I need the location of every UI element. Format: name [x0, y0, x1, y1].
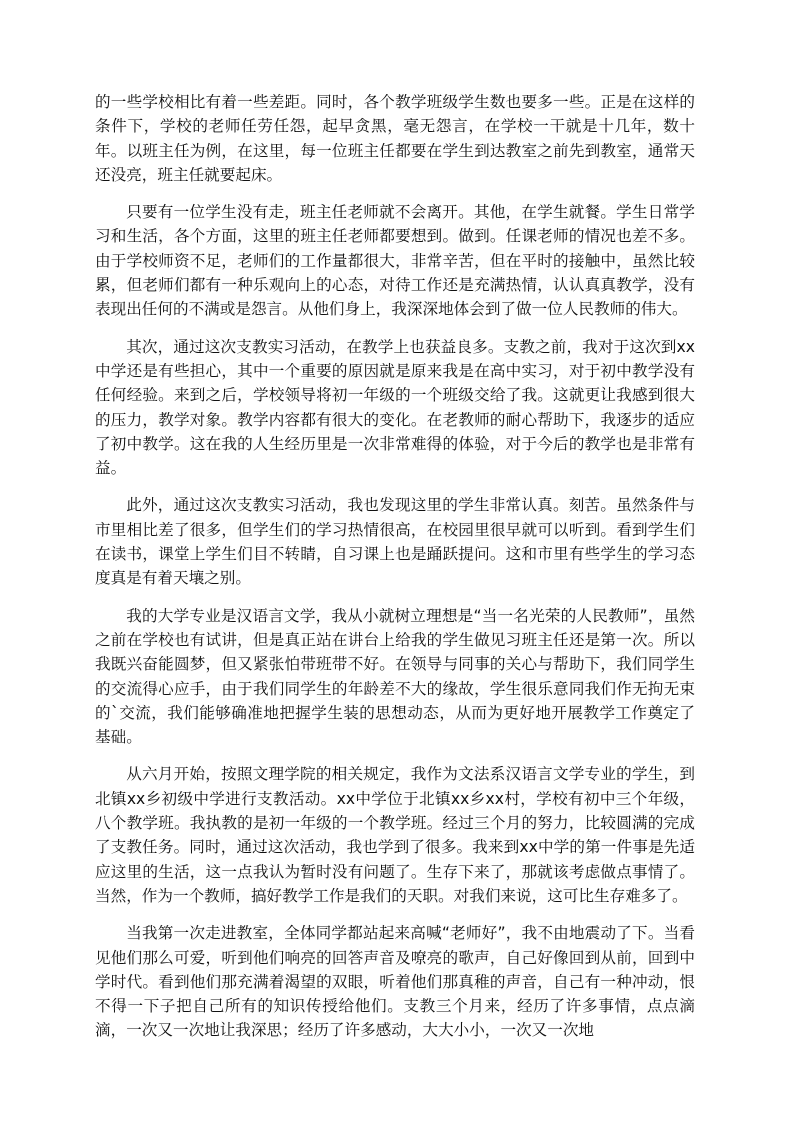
- paragraph-5: 我的大学专业是汉语言文学，我从小就树立理想是“当一名光荣的人民教师”，虽然之前在学校也有试讲，但是真正站在讲台上给我的学生做见习班主任还是第一次。所以我既兴奋能圆梦，但又紧张怕带班带不好。在领导与同事的关心与帮助下，我们同学生的交流得心应手，由于我们同学生的年龄差不大的缘故，学生很乐意同我们作无拘无束的`交流，我们能够确准地把握学生装的思想动态，从而为更好地开展教学工作奠定了基础。: [95, 606, 695, 747]
- paragraph-4: 此外，通过这次支教实习活动，我也发现这里的学生非常认真。刻苦。虽然条件与市里相比差了很多，但学生们的学习热情很高，在校园里很早就可以听到。看到学生们在读书，课堂上学生们目不转睛，自习课上也是踊跃提问。这和市里有些学生的学习态度真是有着天壤之别。: [95, 496, 695, 588]
- document-body: [95, 90, 695, 1056]
- paragraph-6: 从六月开始，按照文理学院的相关规定，我作为文法系汉语言文学专业的学生，到北镇xx乡初级中学进行支教活动。xx中学位于北镇xx乡xx村，学校有初中三个年级，八个教学班。我执教的是初一年级的一个教学班。经过三个月的努力，比较圆满的完成了支教任务。同时，通过这次活动，我也学到了很多。我来到xx中学的第一件事是先适应这里的生活，这一点我认为暂时没有问题了。生存下来了，那就该考虑做点事情了。当然，作为一个教师，搞好教学工作是我们的天职。对我们来说，这可比生存难多了。: [95, 765, 695, 905]
- paragraph-3: 其次，通过这次支教实习活动，在教学上也获益良多。支教之前，我对于这次到xx中学还是有些担心，其中一个重要的原因就是原来我是在高中实习，对于初中教学没有任何经验。来到之后，学校领导将初一年级的一个班级交给了我。这就更让我感到很大的压力，教学对象。教学内容都有很大的变化。在老教师的耐心帮助下，我逐步的适应了初中教学。这在我的人生经历里是一次非常难得的体验，对于今后的教学也是非常有益。: [95, 337, 695, 478]
- paragraph-7: 当我第一次走进教室，全体同学都站起来高喊“老师好”，我不由地震动了下。当看见他们那么可爱，听到他们响亮的回答声音及嘹亮的歌声，自己好像回到从前，回到中学时代。看到他们那充满着渴望的双眼，听着他们那真稚的声音，自己有一种冲动，恨不得一下子把自己所有的知识传授给他们。支教三个月来，经历了许多事情，点点滴滴，一次又一次地让我深思；经历了许多感动，大大小小，一次又一次地: [95, 924, 695, 1040]
- paragraph-1: 的一些学校相比有着一些差距。同时，各个教学班级学生数也要多一些。正是在这样的条件下，学校的老师任劳任怨，起早贪黑，毫无怨言，在学校一干就是十几年，数十年。以班主任为例，在这里，每一位班主任都要在学生到达教室之前先到教室，通常天还没亮，班主任就要起床。: [95, 93, 695, 184]
- paragraph-2: 只要有一位学生没有走，班主任老师就不会离开。其他，在学生就餐。学生日常学习和生活，各个方面，这里的班主任老师都要想到。做到。任课老师的情况也差不多。由于学校师资不足，老师们的工作量都很大，非常辛苦，但在平时的接触中，虽然比较累，但老师们都有一种乐观向上的心态，对待工作还是充满热情，认认真真教学，没有表现出任何的不满或是怨言。从他们身上，我深深地体会到了做一位人民教师的伟大。: [95, 203, 695, 319]
